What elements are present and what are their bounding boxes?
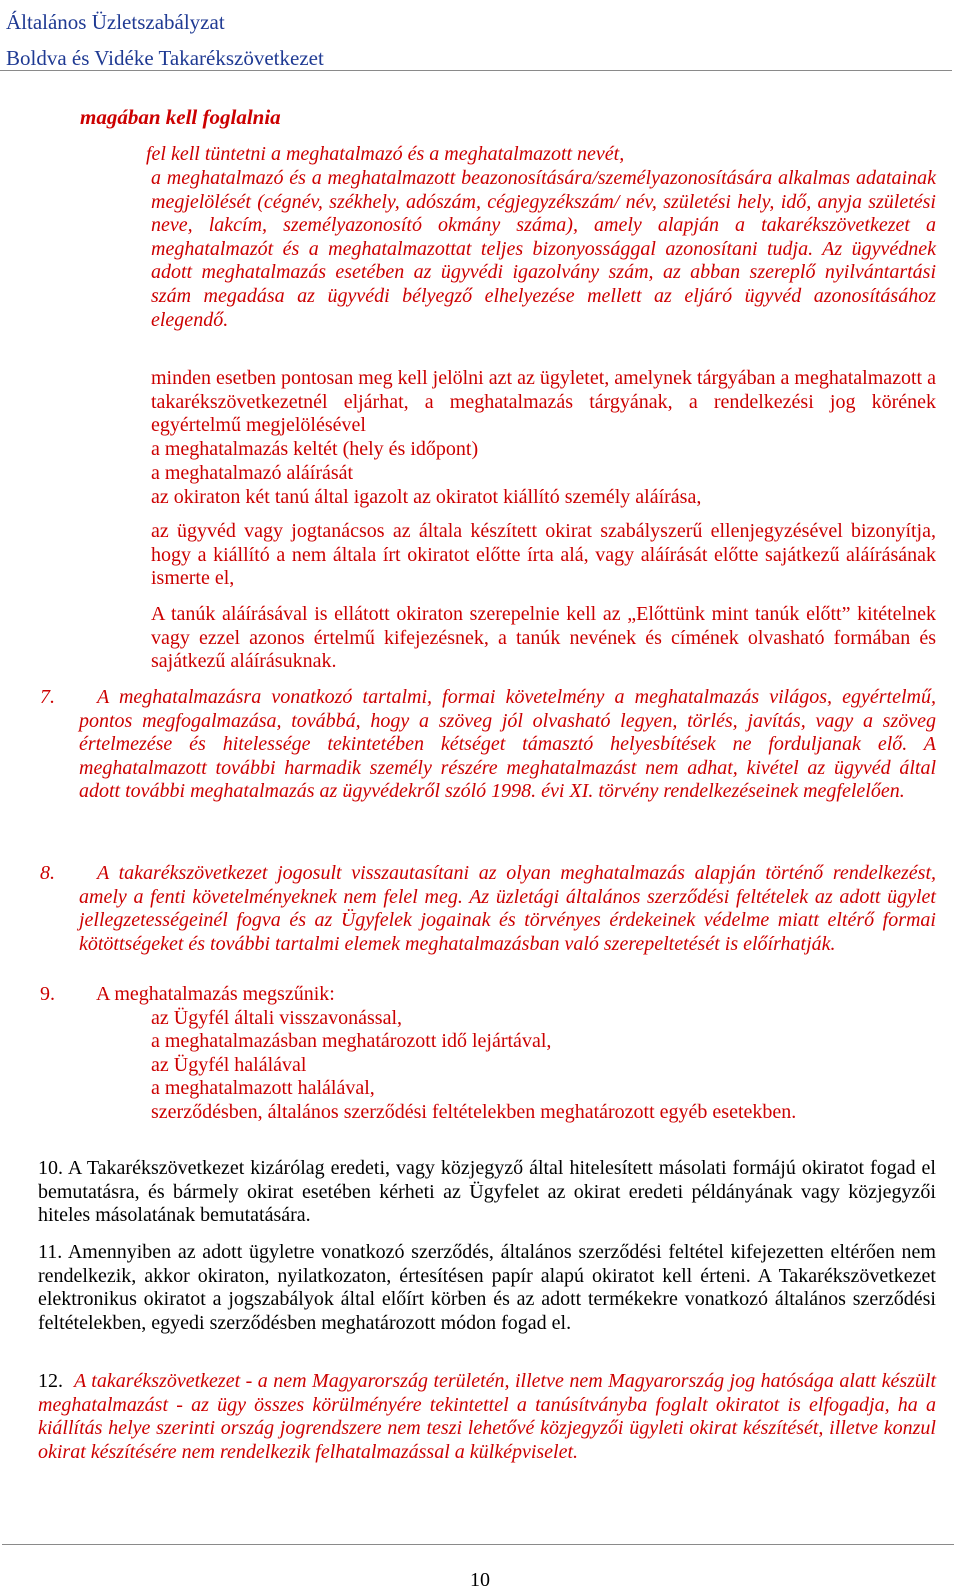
footer-divider [2, 1544, 954, 1545]
page-number: 10 [470, 1569, 490, 1591]
page-header [6, 4, 954, 76]
list-item: a meghatalmazásban meghatározott idő lejártával, [151, 1030, 552, 1052]
requirement-names: fel kell tüntetni a meghatalmazó és a meghatalmazott nevét, [146, 143, 625, 165]
item-9-number: 9. [40, 983, 55, 1005]
requirement-identification: a meghatalmazó és a meghatalmazott beazonosítására/személyazonosítására alkalmas adatainak megjelölését (cégnév, székhely, adószám, cégjegyzékszám/ név, születési hely, idő, anyja születési neve, lakcím, személyazonosító okmány száma), amely alapján a takarékszövetkezet a meghatalmazót és a meghatalmazottat teljes bizonyossággal azonosítani tudja. Az ügyvédnek adott meghatalmazás esetében az ügyvédi igazolvány szám, az abban szereplő nyilvántartási szám megadása az ügyvédi bélyegző elhelyezése mellett az eljáró ügyvéd azonosításához elegendő. [151, 167, 936, 331]
requirement-lawyer: az ügyvéd vagy jogtanácsos az általa készített okirat szabályszerű ellenjegyzésével bizonyítja, hogy a kiállító a nem általa írt okiratot előtte írta alá, vagy aláírását előtte sajátkezű aláírásának ismerte el, [151, 520, 936, 590]
item-10-number: 10. [38, 1157, 63, 1179]
list-item: szerződésben, általános szerződési feltételekben meghatározott egyéb esetekben. [151, 1101, 797, 1123]
requirement-signature: a meghatalmazó aláírását [151, 462, 354, 484]
item-7-text: A meghatalmazásra vonatkozó tartalmi, formai követelmény a meghatalmazás világos, egyértelmű, pontos megfogalmazása, továbbá, hogy a szöveg jól olvasható legyen, törlés, javítás, vagy a szöveg értelmezése és hitelessége tekintetében kétséget támasztó helyesbítések ne forduljanak elő. A meghatalmazott további harmadik személy részére meghatalmazást nem adhat, kivétel az ügyvéd által adott további meghatalmazás az ügyvédekről szóló 1998. évi XI. törvény rendelkezéseinek megfelelően. [79, 686, 936, 803]
item-10-text: A Takarékszövetkezet kizárólag eredeti, vagy közjegyző által hitelesített másolati formájú okiratot fogad el bemutatásra, és bármely okirat esetében kérheti az Ügyfelet az okirat eredeti példányának vagy közjegyzői hiteles másolatának bemutatására. [38, 1157, 936, 1227]
document-title: Általános Üzletszabályzat [6, 10, 225, 34]
item-8-text: A takarékszövetkezet jogosult visszautasítani az olyan meghatalmazás alapján történő rendelkezést, amely a fenti követelményeknek nem felel meg. Az üzletági általános szerződési feltételek az adott ügylet jellegzetességeinél fogva és az Ügyfelek jogainak és törvényes érdekeinek védelme miatt eltérő formai kötöttségeket és további tartalmi elemek meghatalmazásban való szerepeltetését is előírhatják. [79, 862, 936, 955]
item-10 [38, 1157, 936, 1228]
item-11 [38, 1241, 936, 1335]
item-12-number: 12. [38, 1370, 63, 1392]
section-lead: magában kell foglalnia [80, 105, 281, 129]
requirement-date: a meghatalmazás keltét (hely és időpont) [151, 438, 479, 460]
item-11-number: 11. [38, 1241, 63, 1263]
header-divider [0, 70, 952, 71]
requirement-witness: az okiraton két tanú által igazolt az okiratot kiállító személy aláírása, [151, 486, 702, 508]
requirement-transaction: minden esetben pontosan meg kell jelölni azt az ügyletet, amelynek tárgyában a meghatalmazott a takarékszövetkezetnél eljárhat, a meghatalmazás tárgyának, a rendelkezési jog körének egyértelmű megjelölésével [151, 367, 936, 437]
item-12-text: A takarékszövetkezet - a nem Magyarország területén, illetve nem Magyarország jog hatósága alatt készült meghatalmazást - az ügy összes körülményére tekintettel a tanúsítványba foglalt okiratot is elfogadja, ha a kiállítás helye szerinti ország jogrendszere nem teszi lehetővé közjegyzői ügyleti okirat készítését, illetve konzul okirat készítésére nem rendelkezik felhatalmazással a külképviselet. [38, 1370, 936, 1463]
requirement-witness-clause: A tanúk aláírásával is ellátott okiraton szerepelnie kell az „Előttünk mint tanúk előtt” kitételnek vagy ezzel azonos értelmű kifejezésnek, a tanúk nevének és címének olvasható formában és sajátkezű aláírásuknak. [151, 603, 936, 673]
item-7-number: 7. [40, 686, 55, 708]
item-8-number: 8. [40, 862, 55, 884]
list-item: a meghatalmazott halálával, [151, 1077, 375, 1099]
item-12 [38, 1370, 936, 1464]
item-9-intro: A meghatalmazás megszűnik: [96, 983, 335, 1005]
list-item: az Ügyfél általi visszavonással, [151, 1007, 403, 1029]
institution-name: Boldva és Vidéke Takarékszövetkezet [6, 46, 324, 70]
list-item: az Ügyfél halálával [151, 1054, 307, 1076]
item-11-text: Amennyiben az adott ügyletre vonatkozó szerződés, általános szerződési feltétel kifejezetten eltérően nem rendelkezik, akkor okiraton, nyilatkozaton, értesítésen papír alapú okiratot kell érteni. A Takarékszövetkezet elektronikus okiratot a jogszabályok által előírt körben és az adott termékekre vonatkozó általános szerződési feltételekben, egyedi szerződésben meghatározott módon fogad el. [38, 1241, 936, 1334]
